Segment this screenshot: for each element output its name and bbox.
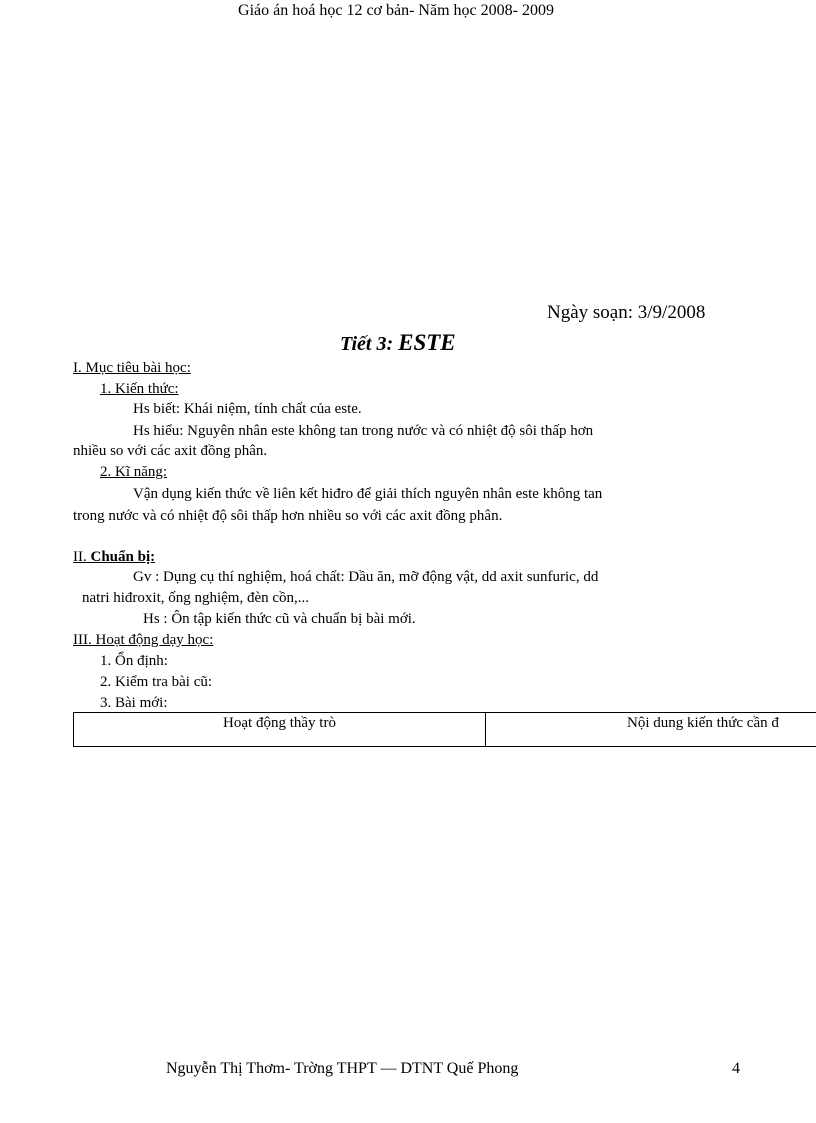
step-2: 2. Kiểm tra bài cũ: [100, 674, 213, 690]
page-number: 4 [732, 1060, 740, 1077]
step-3: 3. Bài mới: [100, 695, 168, 711]
section-2-heading [73, 547, 155, 567]
preparation-date: Ngày soạn: 3/9/2008 [547, 302, 706, 323]
skills-heading: 2. Kĩ năng: [100, 464, 168, 480]
skills-line2: trong nước và có nhiệt độ sôi thấp hơn nhiều so với các axit đồng phân. [73, 508, 503, 524]
lesson-activity-table [73, 712, 816, 747]
page-footer: Nguyễn Thị Thơm- Trờng THPT — DTNT Quế Phong [166, 1060, 519, 1077]
page-header: Giáo án hoá học 12 cơ bản- Năm học 2008- 2009 [238, 2, 554, 19]
knowledge-heading: 1. Kiến thức: [100, 381, 179, 397]
section-2-number: II. [73, 549, 87, 565]
student-prep: Hs : Ôn tập kiến thức cũ và chuẩn bị bài mới. [143, 611, 416, 627]
hs-biet: Hs biết: Khái niệm, tính chất của este. [133, 401, 362, 417]
section-1-heading: I. Mục tiêu bài học: [73, 360, 191, 376]
teacher-prep-line1: Gv : Dụng cụ thí nghiệm, hoá chất: Dầu ăn, mỡ động vật, dd axit sunfuric, dd [133, 569, 599, 585]
lesson-title [340, 330, 456, 356]
hs-hieu-line1: Hs hiểu: Nguyên nhân este không tan trong nước và có nhiệt độ sôi thấp hơn [133, 423, 594, 439]
table-header-content: Nội dung kiến thức cần đ [486, 713, 816, 747]
lesson-name: ESTE [398, 330, 456, 355]
step-1: 1. Ổn định: [100, 653, 168, 669]
lesson-number: Tiết 3: [340, 333, 394, 355]
skills-line1: Vận dụng kiến thức về liên kết hiđro để giải thích nguyên nhân este không tan [133, 486, 603, 502]
table-header-row [74, 713, 816, 747]
section-3-heading: III. Hoạt động dạy học: [73, 632, 214, 648]
table-header-activities: Hoạt động thầy trò [74, 713, 486, 747]
teacher-prep-line2: natri hiđroxit, ống nghiệm, đèn cồn,... [82, 590, 310, 606]
section-2-title: Chuẩn bị: [90, 549, 156, 565]
hs-hieu-line2: nhiều so với các axit đồng phân. [73, 443, 268, 459]
